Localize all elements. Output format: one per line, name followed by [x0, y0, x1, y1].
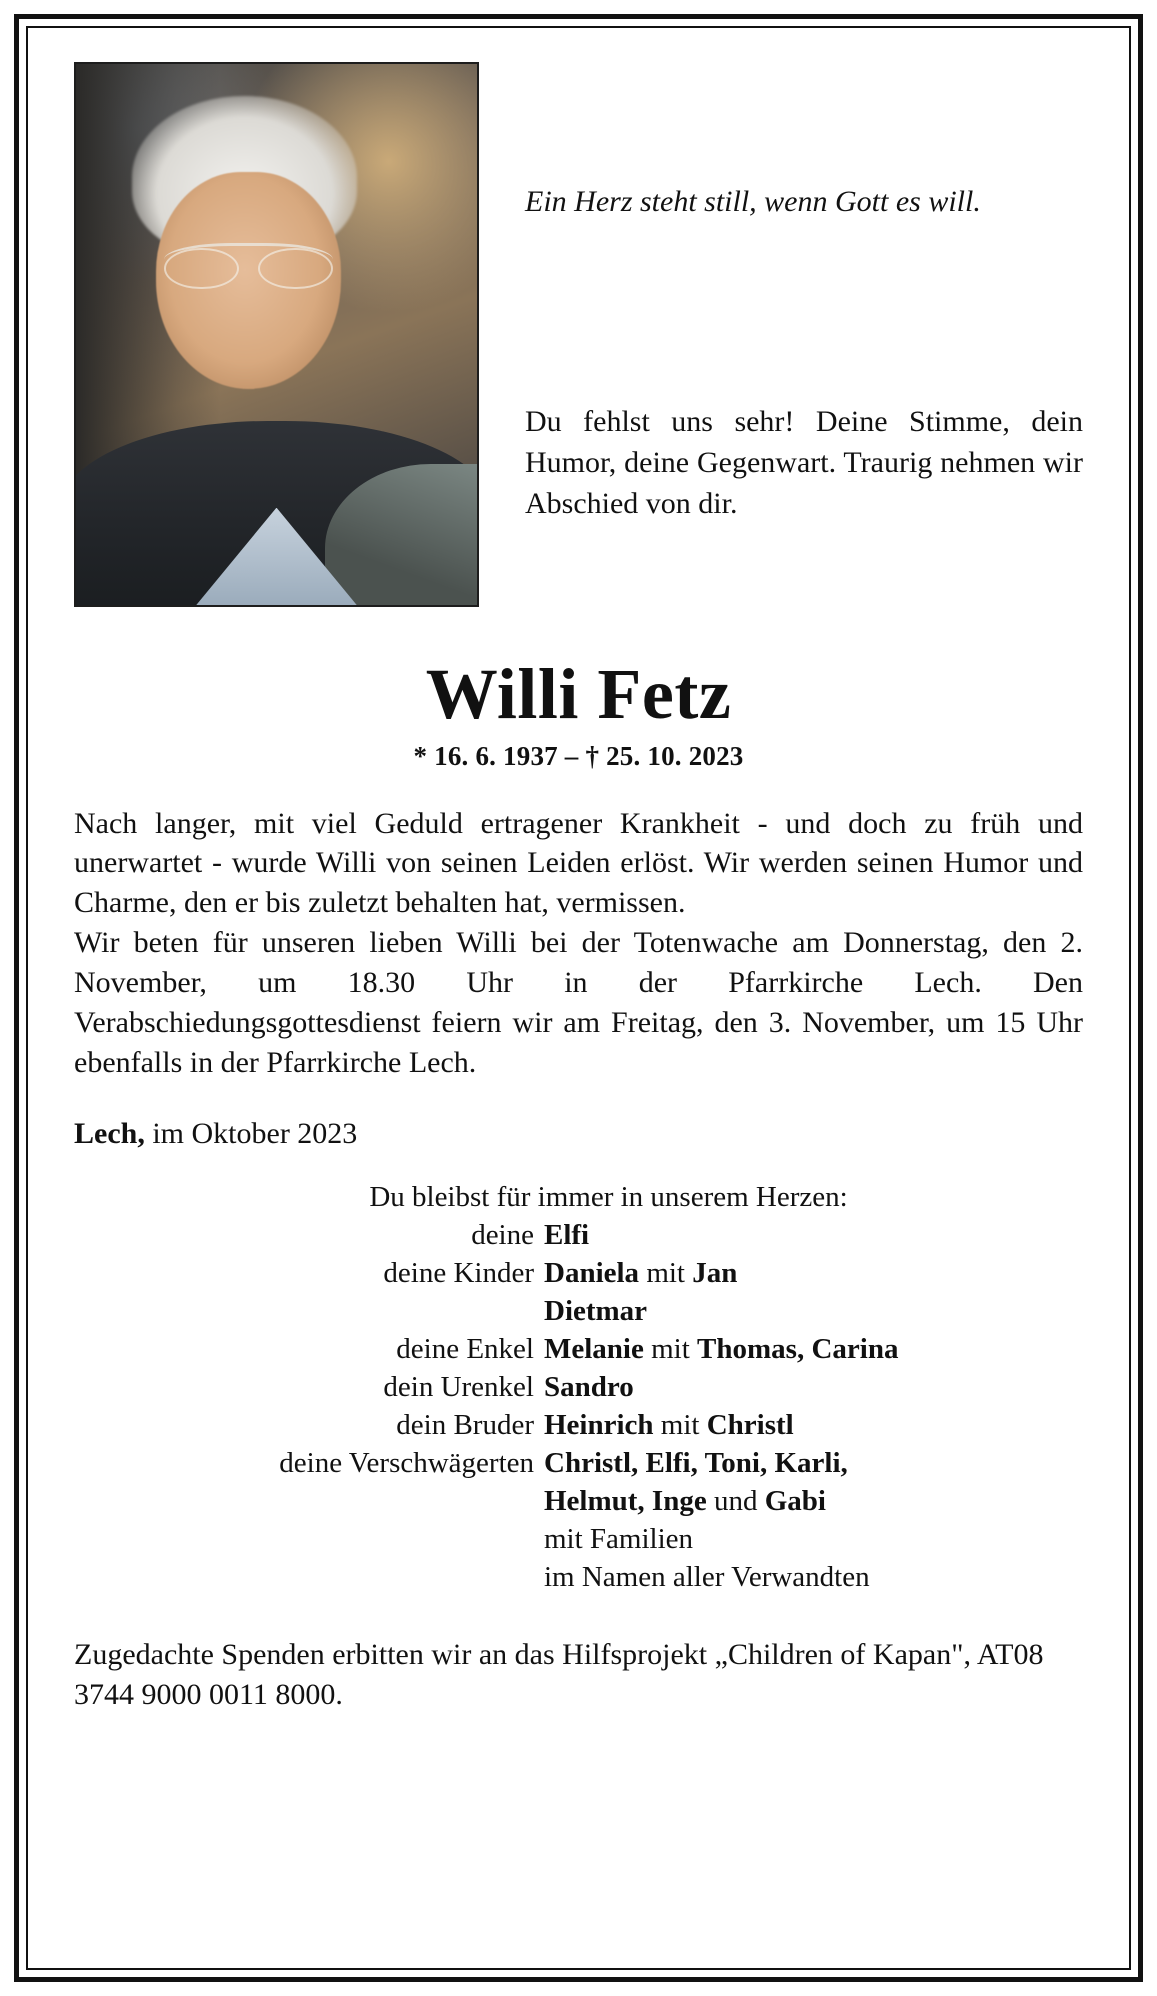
family-relation: deine Kinder: [383, 1256, 534, 1289]
family-names: Daniela mit Jan: [544, 1256, 738, 1289]
family-list: [74, 1179, 1083, 1597]
family-rows: [74, 1217, 1083, 1597]
paragraph-illness: Nach langer, mit viel Geduld ertragener Krankheit - und doch zu früh und unerwartet - wurde Willi von seinen Leiden erlöst. Wir werden seinen Humor und Charme, den er bis zuletzt behalten hat, vermissen.: [74, 806, 1083, 920]
verse-text: Ein Herz steht still, wenn Gott es will.: [525, 185, 981, 218]
portrait-photo: [74, 62, 479, 607]
family-names: Heinrich mit Christl: [544, 1408, 794, 1441]
family-row: [74, 1407, 1083, 1445]
family-names: Helmut, Inge und Gabi: [544, 1484, 826, 1517]
place-date: im Oktober 2023: [144, 1116, 358, 1150]
family-relation: deine Enkel: [396, 1332, 534, 1365]
family-row: [74, 1483, 1083, 1521]
family-row: [74, 1331, 1083, 1369]
family-heading: Du bleibst für immer in unserem Herzen:: [369, 1180, 848, 1213]
family-row: [74, 1217, 1083, 1255]
family-relation: dein Urenkel: [383, 1370, 534, 1403]
family-names: mit Familien: [544, 1522, 694, 1555]
donation-note: Zugedachte Spenden erbitten wir an das Hilfsprojekt „Children of Kapan", AT08 3744 9000 0011 8000.: [74, 1637, 1044, 1711]
family-names: Elfi: [544, 1218, 590, 1251]
family-row: [74, 1255, 1083, 1293]
family-relation: deine Verschwägerten: [279, 1446, 534, 1479]
paragraph-services: Wir beten für unseren lieben Willi bei der Totenwache am Donnerstag, den 2. November, um 18.30 Uhr in der Pfarrkirche Lech. Den Verabschiedungsgottesdienst feiern wir am Freitag, den 3. November, um 15 Uhr ebenfalls in der Pfarrkirche Lech.: [74, 926, 1083, 1079]
body-text: [74, 804, 1083, 1083]
family-row: [74, 1521, 1083, 1559]
family-row: [74, 1293, 1083, 1331]
family-relation: deine: [471, 1218, 534, 1251]
family-names: Melanie mit Thomas, Carina: [544, 1332, 899, 1365]
place-name: Lech,: [74, 1116, 145, 1150]
family-row: [74, 1445, 1083, 1483]
family-names: Sandro: [544, 1370, 634, 1403]
header-block: [74, 62, 1083, 607]
family-relation: dein Bruder: [396, 1408, 534, 1441]
mourning-border-outer: [14, 14, 1143, 1982]
place-and-date: [74, 1117, 1083, 1151]
photo-glasses: [164, 243, 332, 284]
farewell-message: Du fehlst uns sehr! Deine Stimme, dein Humor, deine Gegenwart. Traurig nehmen wir Abschied von dir.: [525, 404, 1083, 521]
verse-column: [479, 62, 1083, 525]
family-names: im Namen aller Verwandten: [544, 1560, 870, 1593]
name-block: [74, 654, 1083, 772]
mourning-border-inner: [26, 26, 1131, 1970]
family-row: [74, 1559, 1083, 1597]
family-row: [74, 1369, 1083, 1407]
family-names: Christl, Elfi, Toni, Karli,: [544, 1446, 848, 1479]
life-dates: * 16. 6. 1937 – † 25. 10. 2023: [413, 740, 744, 771]
deceased-name: Willi Fetz: [425, 654, 732, 734]
family-names: Dietmar: [544, 1294, 648, 1327]
